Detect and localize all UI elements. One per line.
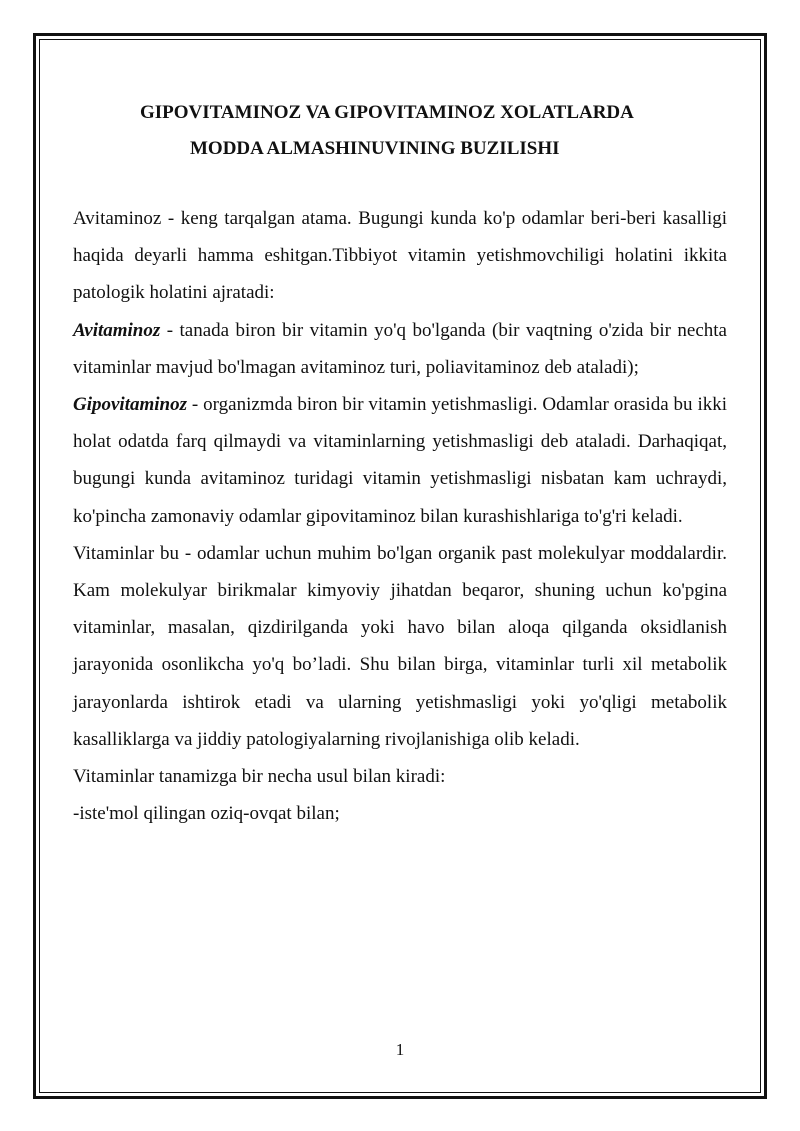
document-title — [0, 95, 800, 167]
paragraph-intake: Vitaminlar tanamizga bir necha usul bilan kiradi: — [73, 766, 446, 788]
paragraph-avitaminoz — [73, 312, 727, 386]
paragraph-vitaminlar: Vitaminlar bu - odamlar uchun muhim bo'lgan organik past molekulyar moddalardir. Kam molekulyar birikmalar kimyoviy jihatdan beqaror, shuning uchun ko'pgina vitaminlar, masalan, qizdirilganda yoki havo bilan aloqa qilganda oksidlanish jarayonida osonlikcha yo'q bo’ladi. Shu bilan birga, vitaminlar turli xil metabolik jarayonlarda ishtirok etadi va ularning yetishmasligi yoki yo'qligi metabolik kasalliklarga va jiddiy patologiyalarning rivojlanishiga olib keladi. — [73, 542, 727, 750]
document-body — [73, 200, 727, 832]
term-gipovitaminoz: Gipovitaminoz — [73, 394, 188, 416]
term-avitaminoz: Avitaminoz — [73, 319, 161, 341]
page-number: 1 — [395, 1040, 405, 1059]
paragraph-gipovitaminoz — [73, 386, 727, 535]
title-line-1: GIPOVITAMINOZ VA GIPOVITAMINOZ XOLATLARDA — [140, 102, 634, 123]
list-item-food: -iste'mol qilingan oziq-ovqat bilan; — [73, 803, 340, 825]
definition-gipovitaminoz: - organizmda biron bir vitamin yetishmasligi. Odamlar orasida bu ikki holat odatda farq qilmaydi va vitaminlarning yetishmasligi deb ataladi. Darhaqiqat, bugungi kunda avitaminoz turidagi vitamin yetishmasligi nisbatan kam uchraydi, ko'pincha zamonaviy odamlar gipovitaminoz bilan kurashishlariga to'g'ri keladi. — [73, 394, 727, 527]
definition-avitaminoz: - tanada biron bir vitamin yo'q bo'lganda (bir vaqtning o'zida bir nechta vitaminlar mavjud bo'lmagan avitaminoz turi, poliavitaminoz deb ataladi); — [73, 319, 727, 378]
paragraph-intro: Avitaminoz - keng tarqalgan atama. Bugungi kunda ko'p odamlar beri-beri kasalligi haqida deyarli hamma eshitgan.Tibbiyot vitamin yetishmovchiligi holatini ikkita patologik holatini ajratadi: — [73, 208, 727, 304]
title-line-2: MODDA ALMASHINUVINING BUZILISHI — [190, 138, 560, 159]
